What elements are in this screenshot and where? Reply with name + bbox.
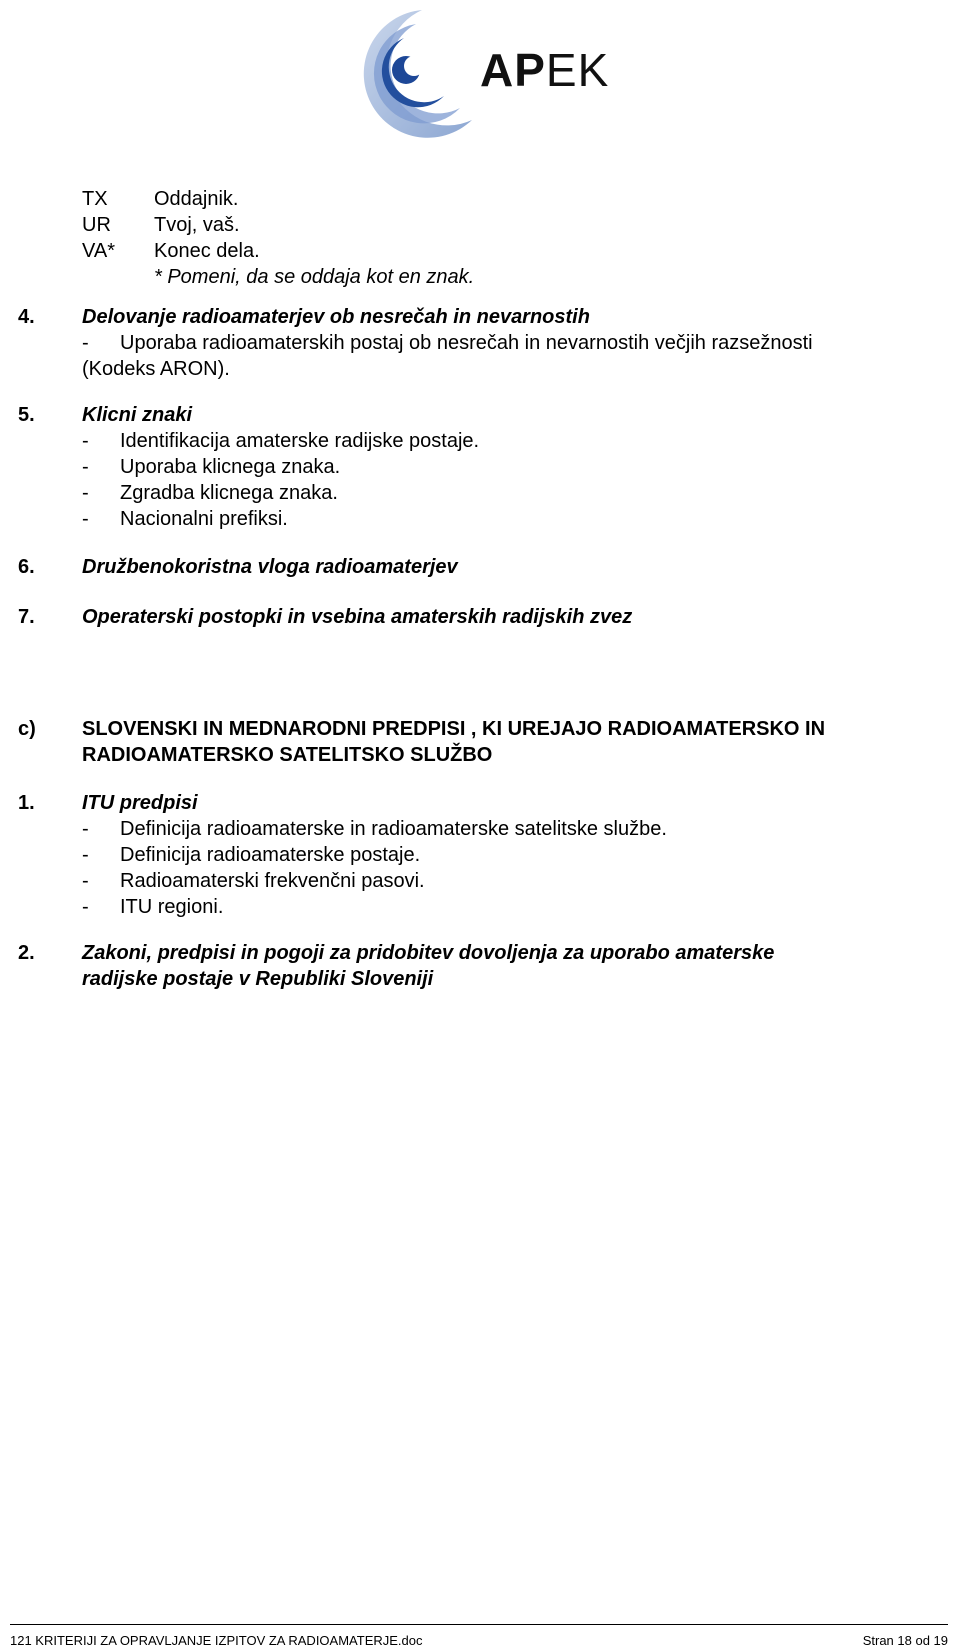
page-footer [10,1624,948,1652]
item-heading: Družbenokoristna vloga radioamaterjev [82,556,458,578]
item-number: 1. [18,792,35,814]
item-heading: Zakoni, predpisi in pogoji za pridobitev dovoljenja za uporabo amaterske [82,942,775,964]
item-heading: Delovanje radioamaterjev ob nesrečah in nevarnostih [82,306,590,328]
item-number: 2. [18,942,35,964]
abbreviation-row [82,238,260,264]
section-item-4 [18,304,948,384]
item-number: 7. [18,606,35,628]
item-subline: - Definicija radioamaterske in radioamaterske satelitske službe. [82,818,667,840]
section-c [18,716,948,770]
item-subline: - ITU regioni. [82,896,224,918]
abbreviation-code: UR [82,214,111,236]
abbreviation-definition: Oddajnik. [154,188,239,210]
item-subline: - Nacionalni prefiksi. [82,508,288,530]
abbreviation-row [82,212,260,238]
item-subline: - Definicija radioamaterske postaje. [82,844,421,866]
abbreviation-code: VA* [82,240,115,262]
item-number: 6. [18,556,35,578]
section-label: c) [18,718,36,740]
section-c-item-1 [18,790,948,920]
footer-filename: 121 KRITERIJI ZA OPRAVLJANJE IZPITOV ZA RADIOAMATERJE.doc [10,1633,423,1648]
item-subline: - Zgradba klicnega znaka. [82,482,338,504]
apek-emblem-icon [324,4,484,140]
abbreviation-definition: Tvoj, vaš. [154,214,240,236]
abbreviation-note: * Pomeni, da se oddaja kot en znak. [154,266,475,288]
item-subline: - Uporaba klicnega znaka. [82,456,341,478]
footer-page-number: Stran 18 od 19 [862,1633,948,1648]
item-number: 5. [18,404,35,426]
apek-wordmark: APEK [480,44,610,96]
item-subline: - Uporaba radioamaterskih postaj ob nesrečah in nevarnostih večjih razsežnosti [82,332,813,354]
abbreviation-list [82,186,260,264]
section-item-7 [18,604,948,630]
item-heading: Klicni znaki [82,404,193,426]
section-c-item-2 [18,940,948,994]
abbreviation-row [82,186,260,212]
section-item-5 [18,402,948,532]
item-heading-continuation: radijske postaje v Republiki Sloveniji [82,968,434,990]
abbreviation-definition: Konec dela. [154,240,260,262]
section-c-heading: SLOVENSKI IN MEDNARODNI PREDPISI , KI UREJAJO RADIOAMATERSKO IN RADIOAMATERSKO SATELITSKO SLUŽBO [82,718,826,766]
abbreviation-code: TX [82,188,108,210]
item-subline: (Kodeks ARON). [82,358,230,380]
item-subline: - Radioamaterski frekvenčni pasovi. [82,870,425,892]
item-subline: - Identifikacija amaterske radijske postaje. [82,430,480,452]
item-number: 4. [18,306,35,328]
item-heading: ITU predpisi [82,792,198,814]
apek-logo [324,4,610,140]
item-heading: Operaterski postopki in vsebina amaterskih radijskih zvez [82,606,633,628]
section-item-6 [18,554,948,580]
